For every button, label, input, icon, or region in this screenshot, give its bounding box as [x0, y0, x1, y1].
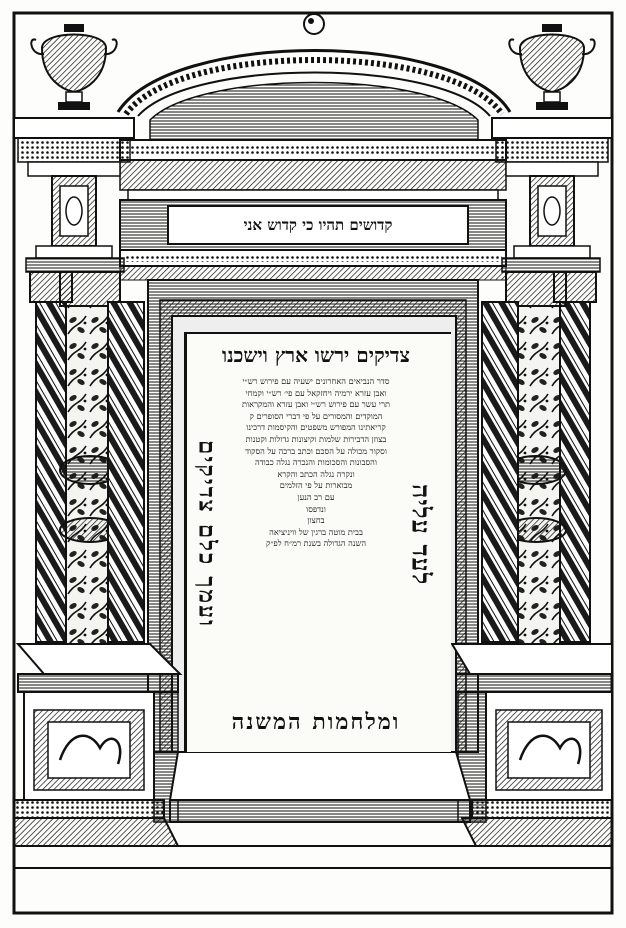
body-line: ואבן עזרא ירמיה ויחזקאל עם פי׳ רש״י וקמחי — [245, 387, 387, 398]
body-line: בחצון — [307, 515, 325, 526]
body-line: השנה הגדולה בשנת רמ״ח לפ״ק — [265, 538, 367, 549]
right-pedestal — [452, 644, 612, 846]
footer-script-line: ומלחמות המשנה — [231, 709, 401, 735]
body-line: סדר הנביאים האחרונים ישעיה עם פירוש רש״י — [242, 376, 390, 386]
left-pedestal — [14, 644, 180, 846]
body-line: תרי עשר עם פירוש רש״י ואבן עזרא והמקראות — [242, 399, 390, 410]
body-line: וסקור מכולה על הסכם וכתב ברכה על הסקוד — [245, 445, 387, 456]
body-text — [232, 376, 400, 576]
body-line: קריאתינו המפורש משפטים והקיסמות דרכינו — [246, 422, 386, 433]
body-line: המוקדים והמסורים על פי דברי הסופרים ק — [249, 410, 383, 421]
body-line: עם רב הנען — [297, 491, 335, 502]
left-columns — [30, 272, 144, 658]
body-line: מבוארות על פי הזלמים — [279, 480, 353, 491]
title-line: צדיקים ירשו ארץ וישכנו — [222, 342, 411, 367]
header-motto: קדושים תהיו כי קדוש אני — [243, 215, 393, 234]
urn-right — [509, 24, 594, 110]
body-line: והסבונות והסכומות והנכרה נגלה כבודה — [255, 457, 377, 468]
vertical-text-left: ועמך כלם צדיקים — [193, 440, 221, 629]
vertical-text-right: לעד עליה — [406, 483, 436, 586]
body-line: בבית מוטה ברגין של וויניציאה — [269, 526, 363, 537]
body-line: ונדפסו — [306, 503, 326, 514]
body-line: בצוזן הדבירות שלמות וקיצונות גדולות וקטנות — [245, 433, 387, 444]
urn-left — [31, 24, 116, 110]
right-columns — [482, 272, 596, 658]
body-line: ונקרה נגלה הכתב והקרא — [277, 468, 355, 479]
